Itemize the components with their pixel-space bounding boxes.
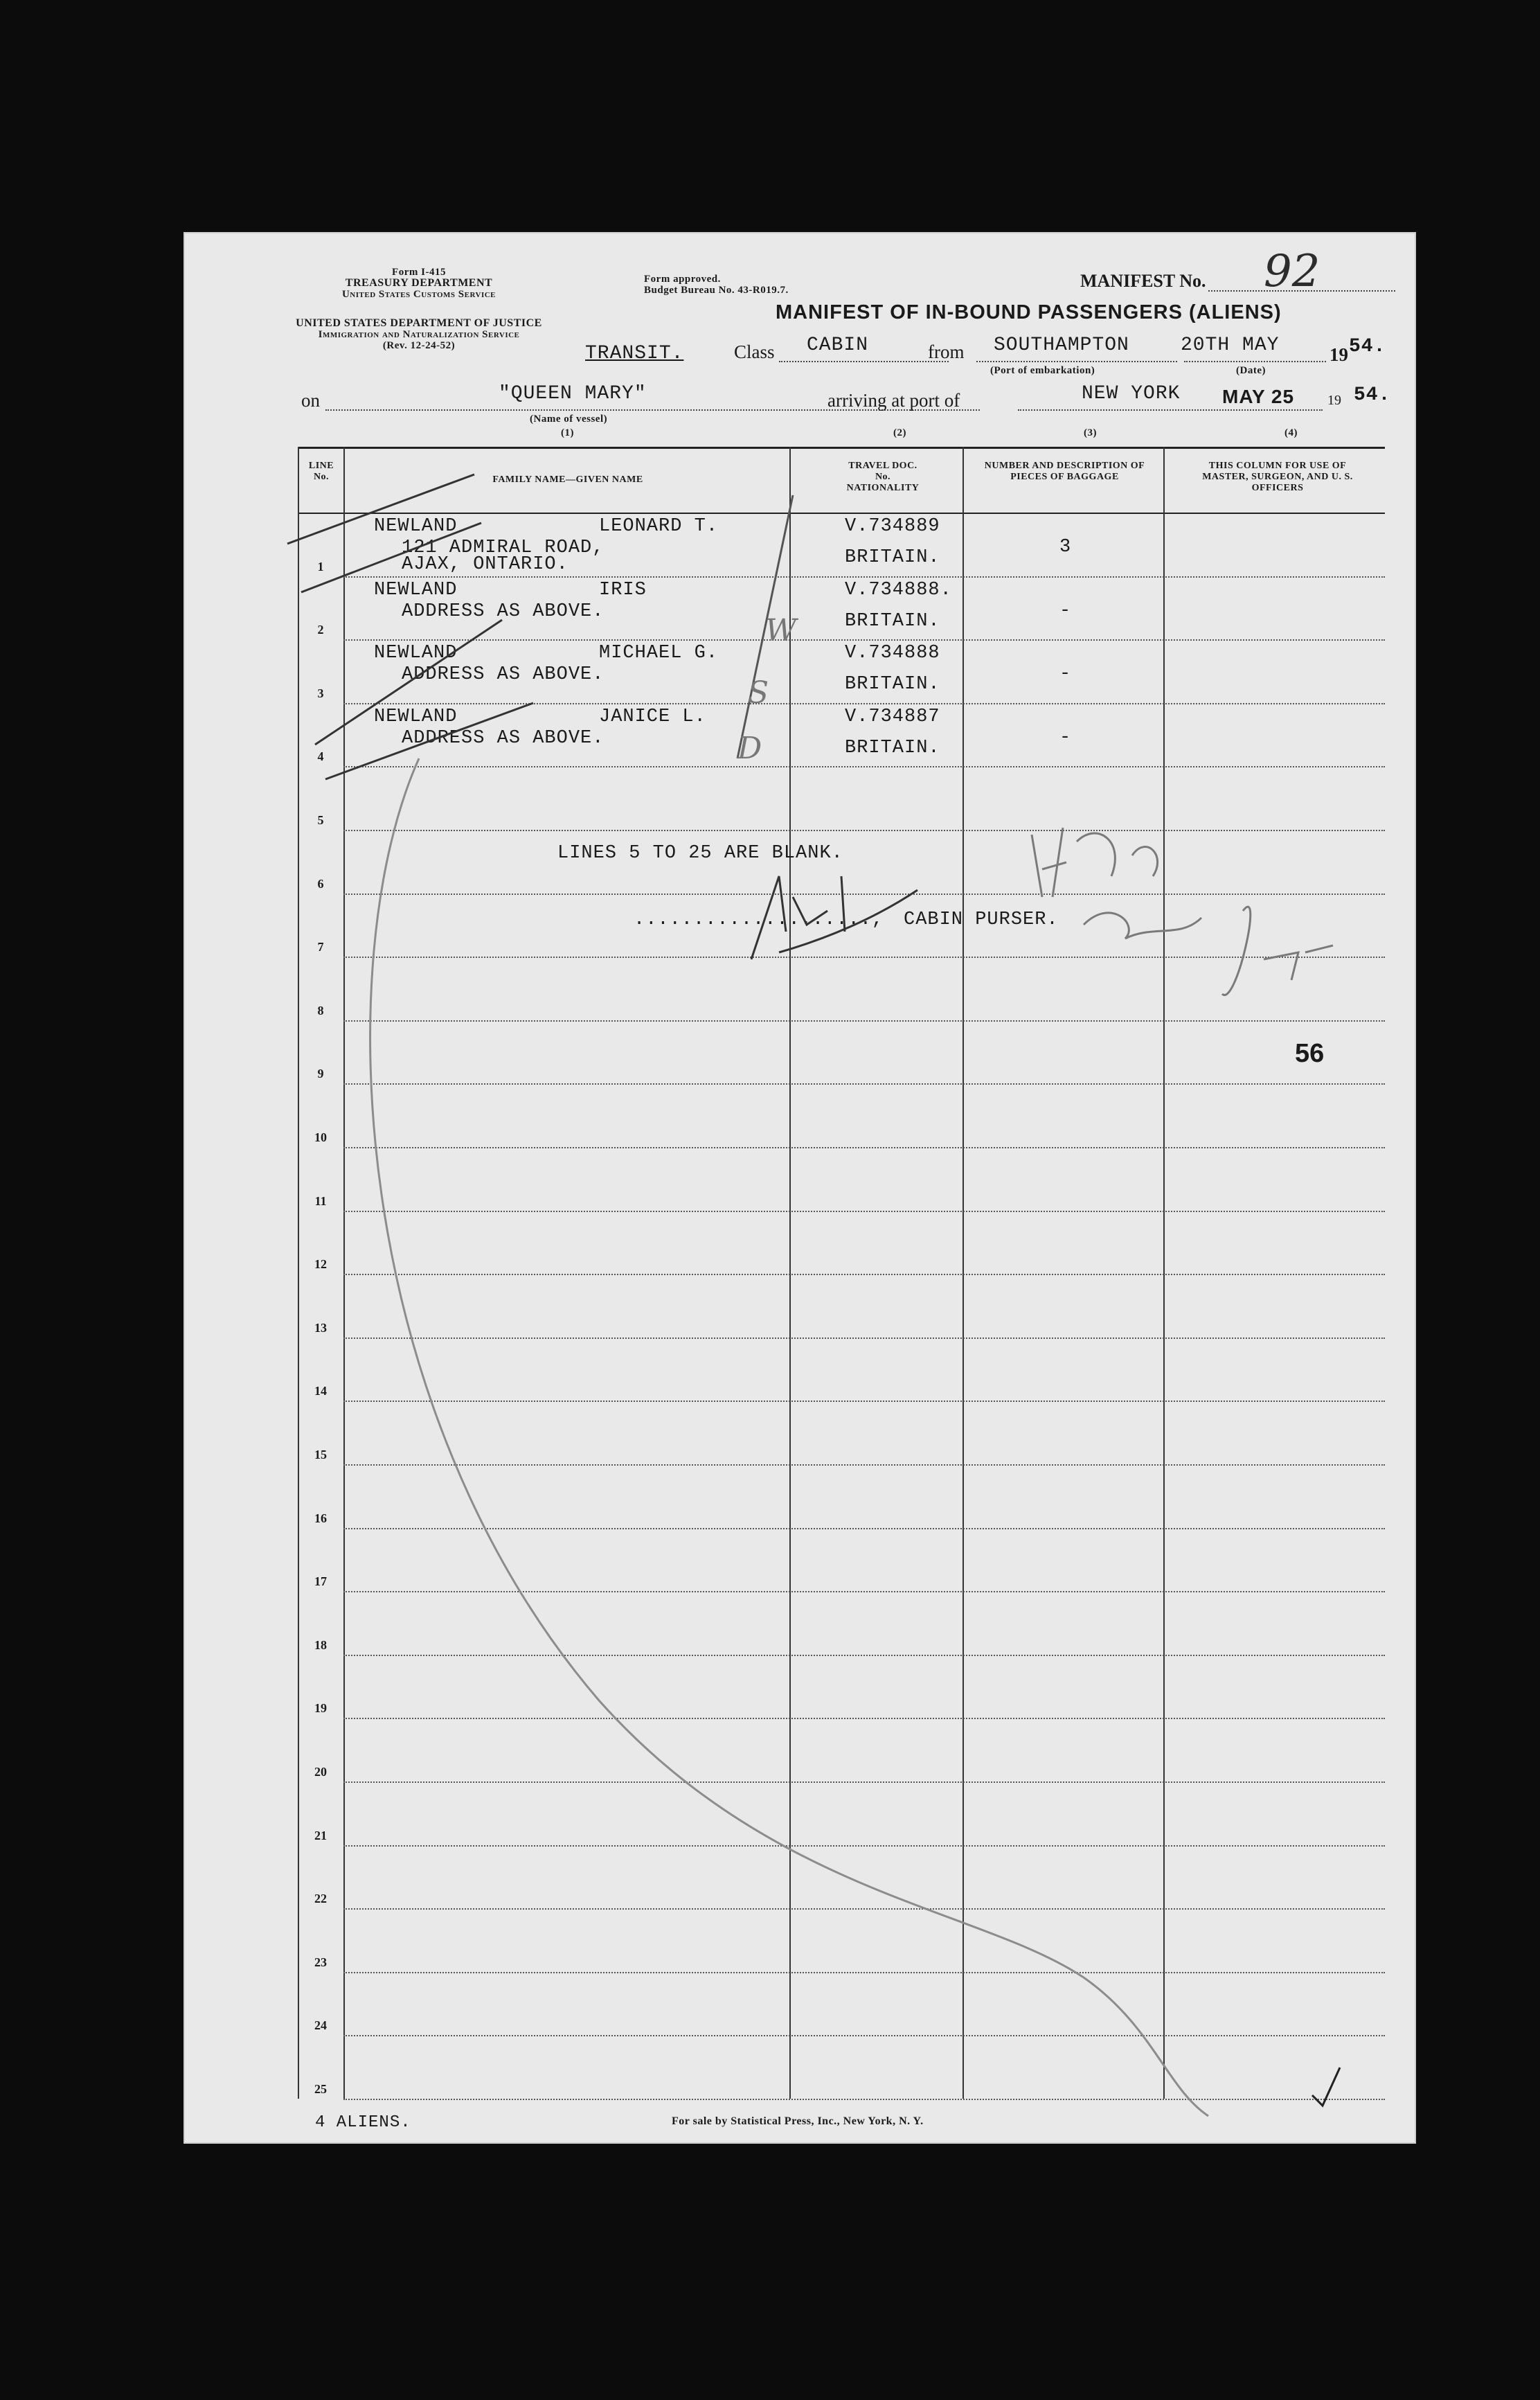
arrival-date: MAY 25 [1222, 386, 1295, 407]
line-number: 15 [314, 1448, 327, 1461]
handwriting-annotations [183, 232, 1416, 2144]
line-number: 7 [317, 940, 324, 954]
line-number: 5 [317, 813, 324, 827]
page-number: 56 [1295, 1039, 1325, 1068]
passenger-nationality: BRITAIN. [845, 610, 940, 632]
line-number: 4 [317, 749, 324, 764]
line-number: 17 [314, 1574, 327, 1589]
initial-s: S [748, 675, 769, 711]
passenger-family-name: NEWLAND [374, 579, 458, 601]
sailing-date: 20TH MAY [1181, 335, 1280, 356]
passenger-nationality: BRITAIN. [845, 547, 940, 568]
vessel-caption: (Name of vessel) [530, 414, 608, 425]
line-number: 8 [317, 1003, 324, 1017]
passenger-travel-doc: V.734888 [845, 643, 940, 664]
arrival-year-prefix: 19 [1327, 393, 1341, 408]
class-label: Class [734, 341, 775, 362]
col-header-baggage: NUMBER AND DESCRIPTION OF PIECES OF BAGGAGE [984, 461, 1145, 482]
passenger-travel-doc: V.734889 [845, 516, 940, 537]
passenger-baggage: - [1059, 727, 1072, 748]
vessel-name: "QUEEN MARY" [499, 383, 647, 405]
form-id: Form I-415 [392, 267, 446, 278]
col-header-name: FAMILY NAME—GIVEN NAME [492, 474, 643, 485]
passenger-family-name: NEWLAND [374, 516, 458, 537]
justice-dept: UNITED STATES DEPARTMENT OF JUSTICE [296, 317, 542, 329]
purser-title: CABIN PURSER. [904, 909, 1059, 930]
line-number: 12 [314, 1257, 327, 1272]
caption-1: (1) [561, 427, 574, 438]
line-number: 11 [314, 1193, 327, 1208]
inspector-signature [1032, 828, 1333, 995]
caption-3: (3) [1084, 427, 1097, 438]
line-number: 24 [314, 2018, 327, 2033]
name-strike-4 [325, 703, 533, 779]
line-number: 21 [314, 1828, 327, 1842]
col-header-line: LINE No. [308, 461, 334, 482]
line-number: 16 [314, 1511, 327, 1525]
manifest-label: MANIFEST No. [1080, 271, 1206, 291]
passenger-given-name: IRIS [599, 579, 647, 601]
arriving-label: arriving at port of [827, 390, 960, 411]
col-header-doc: TRAVEL DOC. No. NATIONALITY [846, 461, 920, 493]
manifest-sheet [183, 232, 1416, 2144]
name-strike-1 [287, 474, 474, 544]
line-number: 9 [317, 1067, 324, 1081]
passenger-family-name: NEWLAND [374, 706, 458, 727]
passenger-baggage: - [1059, 600, 1072, 621]
from-label: from [928, 341, 965, 362]
name-strike-2 [301, 523, 481, 592]
passenger-address-line2: AJAX, ONTARIO. [402, 554, 568, 575]
line-number: 23 [314, 1955, 327, 1969]
purser-dots: ...................., [634, 909, 884, 930]
line-number: 20 [314, 1765, 327, 1779]
col-header-officers: THIS COLUMN FOR USE OF MASTER, SURGEON, AND U. S. OFFICERS [1202, 461, 1353, 493]
arrival-year: 54. [1354, 384, 1391, 406]
passenger-given-name: JANICE L. [599, 706, 706, 727]
line-number: 14 [314, 1384, 327, 1398]
printer-credit: For sale by Statistical Press, Inc., New York, N. Y. [672, 2115, 924, 2127]
caption-4: (4) [1284, 427, 1298, 438]
passenger-address-line1: ADDRESS AS ABOVE. [402, 727, 605, 749]
line-number: 10 [314, 1130, 327, 1144]
revision: (Rev. 12-24-52) [382, 340, 456, 351]
blank-lines-note: LINES 5 TO 25 ARE BLANK. [557, 843, 843, 864]
year-prefix: 19 [1329, 344, 1348, 365]
port-of-embarkation: SOUTHAMPTON [994, 335, 1129, 356]
passenger-family-name: NEWLAND [374, 643, 458, 664]
treasury-dept: TREASURY DEPARTMENT [345, 277, 493, 289]
line-number: 18 [314, 1637, 327, 1652]
passenger-given-name: MICHAEL G. [599, 643, 719, 664]
passenger-nationality: BRITAIN. [845, 674, 940, 695]
line-number: 2 [317, 623, 324, 637]
passenger-given-name: LEONARD T. [599, 516, 719, 537]
passenger-address-line1: 121 ADMIRAL ROAD, [402, 537, 605, 558]
line-number: 13 [314, 1320, 327, 1335]
passenger-address-line1: ADDRESS AS ABOVE. [402, 664, 605, 686]
large-pencil-arc [370, 758, 1208, 2116]
ins-service: Immigration and Naturalization Service [318, 329, 520, 340]
line-number: 6 [317, 876, 324, 891]
class-value: CABIN [807, 335, 869, 356]
purser-signature [751, 876, 917, 959]
on-label: on [301, 390, 320, 411]
manifest-number: 92 [1264, 246, 1320, 297]
aliens-count: 4 ALIENS. [315, 2113, 411, 2132]
line-number: 3 [317, 686, 324, 700]
line-number: 1 [317, 559, 324, 574]
caption-2: (2) [893, 427, 906, 438]
form-approved: Form approved. [644, 274, 721, 285]
name-strike-3 [315, 620, 502, 745]
transit-label: TRANSIT. [585, 343, 684, 364]
arrival-port: NEW YORK [1082, 383, 1181, 405]
budget-bureau: Budget Bureau No. 43-R019.7. [644, 285, 789, 296]
passenger-baggage: - [1059, 664, 1072, 685]
check-mark [1312, 2068, 1340, 2106]
line-number: 25 [314, 2082, 327, 2096]
passenger-travel-doc: V.734887 [845, 706, 940, 727]
passenger-address-line1: ADDRESS AS ABOVE. [402, 601, 605, 622]
page-title: MANIFEST OF IN-BOUND PASSENGERS (ALIENS) [776, 301, 1282, 323]
passenger-baggage: 3 [1059, 537, 1072, 558]
initial-w: W [765, 613, 797, 648]
line-number: 22 [314, 1892, 327, 1906]
line-number: 19 [314, 1701, 327, 1716]
port-caption: (Port of embarkation) [990, 365, 1095, 376]
year-value: 54. [1349, 336, 1386, 357]
date-caption: (Date) [1236, 365, 1266, 376]
initial-d: D [737, 731, 762, 766]
customs-service: United States Customs Service [341, 289, 496, 300]
passenger-travel-doc: V.734888. [845, 579, 952, 601]
passenger-nationality: BRITAIN. [845, 737, 940, 758]
